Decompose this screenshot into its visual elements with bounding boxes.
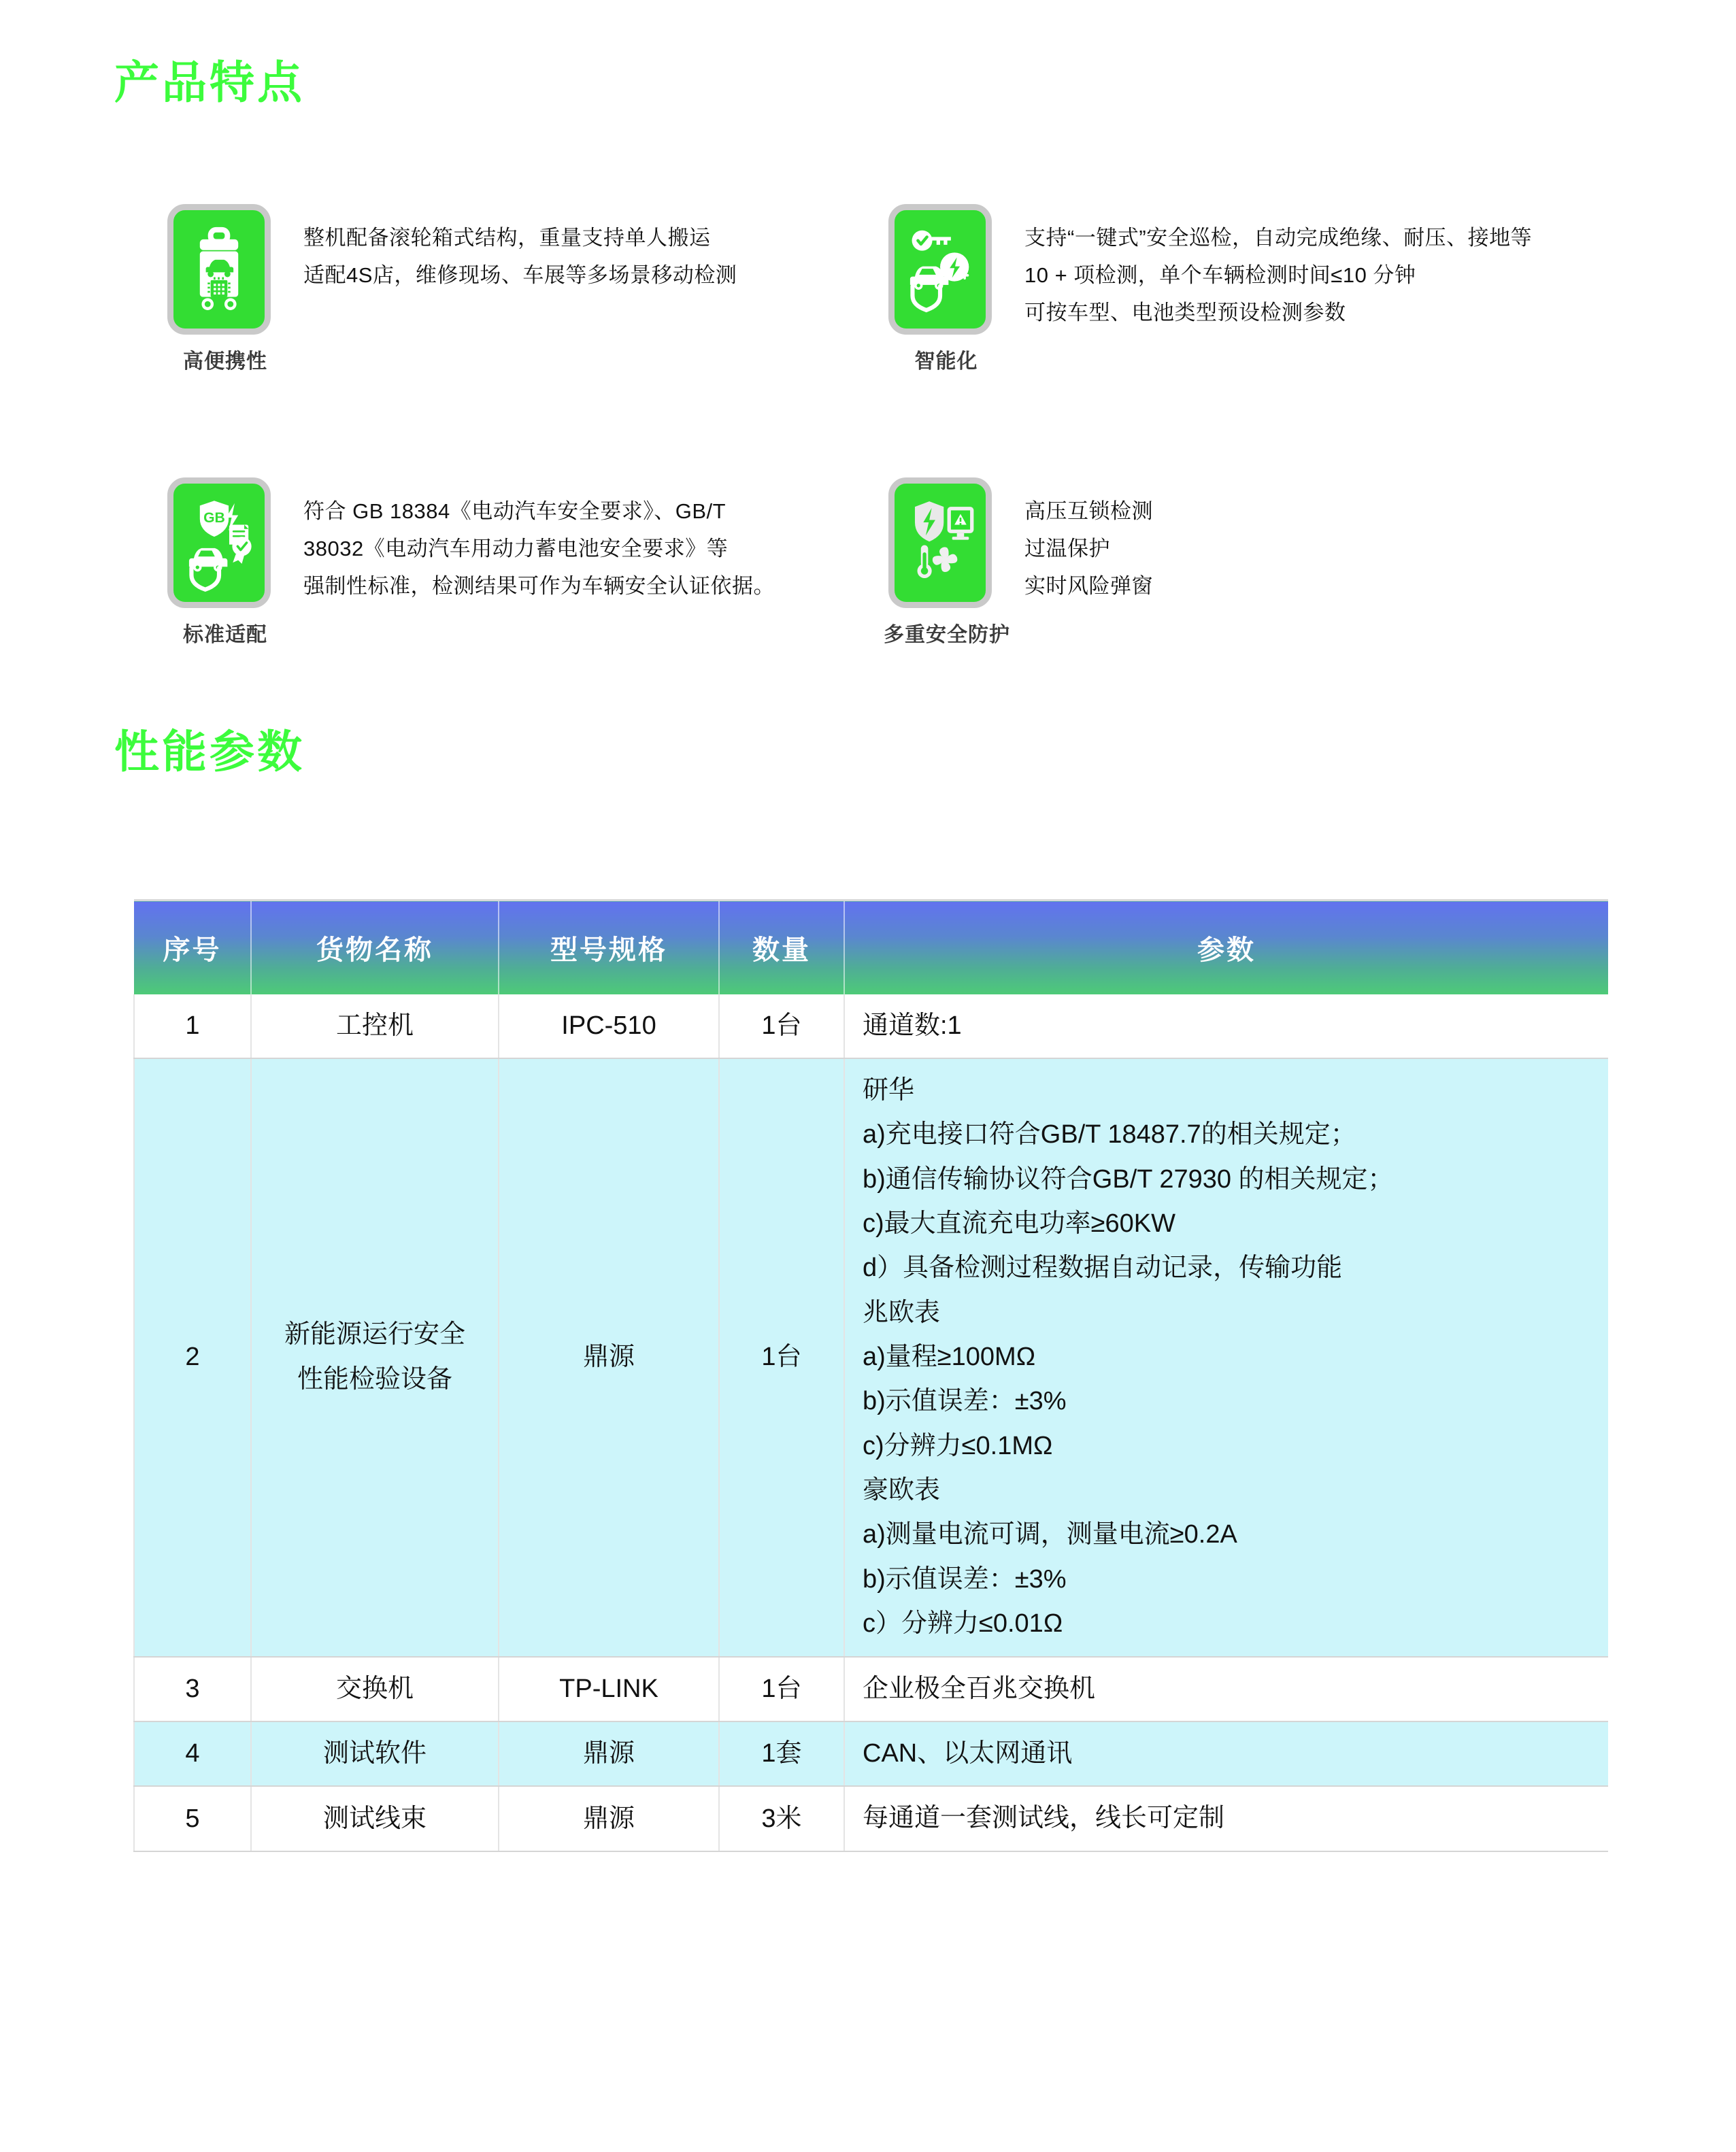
column-header-model: 型号规格 [499,901,719,994]
page-title-specs: 性能参数 [114,726,305,777]
param-line: b)通信传输协议符合GB/T 27930 的相关规定； [863,1164,1394,1194]
cell-qty: 3米 [719,1786,844,1851]
feature-line: 38032《电动汽车用动力蓄电池安全要求》等 [303,537,729,561]
feature-grid [167,204,1609,648]
cell-index: 1 [134,994,251,1058]
cell-index: 5 [134,1786,251,1851]
feature-icon-wrap [167,204,303,374]
cell-model: IPC-510 [499,994,719,1058]
feature-description [1024,477,1153,605]
param-line: b)示值误差：±3% [863,1387,1067,1416]
cell-params [844,1058,1608,1657]
param-line: c)最大直流充电功率≥60KW [863,1209,1175,1238]
param-line: a)充电接口符合GB/T 18487.7的相关规定； [863,1120,1356,1149]
feature-line: 整机配备滚轮箱式结构，重量支持单人搬运 [303,226,711,250]
cell-index: 4 [134,1721,251,1786]
feature-line: 10 + 项检测，单个车辆检测时间≤10 分钟 [1024,263,1416,288]
cell-model: 鼎源 [499,1786,719,1851]
table-row [134,1657,1608,1721]
cell-name: 测试软件 [251,1721,499,1786]
table-header-row [134,901,1608,994]
feature-description [1024,204,1532,332]
column-header-index: 序号 [134,901,251,994]
feature-label: 标准适配 [183,624,267,646]
table-row [134,1058,1608,1657]
param-line: 兆欧表 [863,1298,941,1327]
cell-qty: 1台 [719,994,844,1058]
feature-line: 过温保护 [1024,537,1110,561]
param-line: b)示值误差：±3% [863,1564,1067,1594]
param-line: 企业极全百兆交换机 [863,1674,1096,1703]
column-header-name: 货物名称 [251,901,499,994]
cell-qty: 1台 [719,1657,844,1721]
cell-params [844,1721,1608,1786]
param-line: 豪欧表 [863,1476,941,1505]
param-line: c)分辨力≤0.1MΩ [863,1431,1053,1460]
cell-qty: 1套 [719,1721,844,1786]
cell-params [844,994,1608,1058]
feature-icon-wrap [167,477,303,648]
feature-line: 适配4S店，维修现场、车展等多场景移动检测 [303,263,737,288]
feature-line: 实时风险弹窗 [1024,574,1153,599]
gb-shield-certificate-car-icon [167,477,271,608]
param-line: 通道数:1 [863,1011,962,1040]
cell-name [251,1058,499,1657]
feature-line: 符合 GB 18384《电动汽车安全要求》、GB/T [303,499,727,523]
feature-description [303,477,775,605]
cell-params [844,1786,1608,1851]
feature-item-standards [167,477,888,648]
cell-name: 测试线束 [251,1786,499,1851]
cell-qty: 1台 [719,1058,844,1657]
feature-line: 强制性标准，检测结果可作为车辆安全认证依据。 [303,574,775,599]
table-row [134,1786,1608,1851]
column-header-params: 参数 [844,901,1608,994]
cell-model: 鼎源 [499,1721,719,1786]
cell-model: 鼎源 [499,1058,719,1657]
feature-item-intelligence [888,204,1609,483]
feature-label: 多重安全防护 [884,624,1010,646]
cell-name-line: 新能源运行安全 [284,1320,465,1349]
spec-table [133,899,1608,1852]
param-line: c）分辨力≤0.01Ω [863,1609,1063,1638]
feature-label: 智能化 [914,350,978,373]
cell-name-line: 性能检验设备 [297,1364,452,1394]
cell-name: 工控机 [251,994,499,1058]
page-title-features: 产品特点 [114,57,305,107]
feature-line: 可按车型、电池类型预设检测参数 [1024,301,1346,325]
feature-line: 高压互锁检测 [1024,499,1153,523]
table-row [134,994,1608,1058]
param-line: d）具备检测过程数据自动记录，传输功能 [863,1254,1343,1283]
feature-icon-wrap [884,477,1024,648]
feature-icon-wrap [888,204,1024,374]
feature-line: 支持“一键式”安全巡检，自动完成绝缘、耐压、接地等 [1024,226,1533,250]
shield-bolt-warning-thermometer-fan-icon [888,477,992,608]
param-line: a)测量电流可调，测量电流≥0.2A [863,1520,1237,1549]
param-line: CAN、以太网通讯 [863,1738,1073,1768]
table-row [134,1721,1608,1786]
cell-params [844,1657,1608,1721]
column-header-qty: 数量 [719,901,844,994]
cell-index: 3 [134,1657,251,1721]
cell-index: 2 [134,1058,251,1657]
feature-description [303,204,737,294]
param-line: a)量程≥100MΩ [863,1343,1036,1372]
feature-item-portability [167,204,888,483]
cell-model: TP-LINK [499,1657,719,1721]
feature-item-safety [884,477,1609,648]
param-line: 研华 [863,1075,915,1105]
param-line: 每通道一套测试线，线长可定制 [863,1804,1225,1833]
cell-name: 交换机 [251,1657,499,1721]
svg-text:GB: GB [203,510,225,526]
feature-label: 高便携性 [183,350,267,373]
key-check-car-bolt-icon [888,204,992,335]
suitcase-car-chip-icon [167,204,271,335]
